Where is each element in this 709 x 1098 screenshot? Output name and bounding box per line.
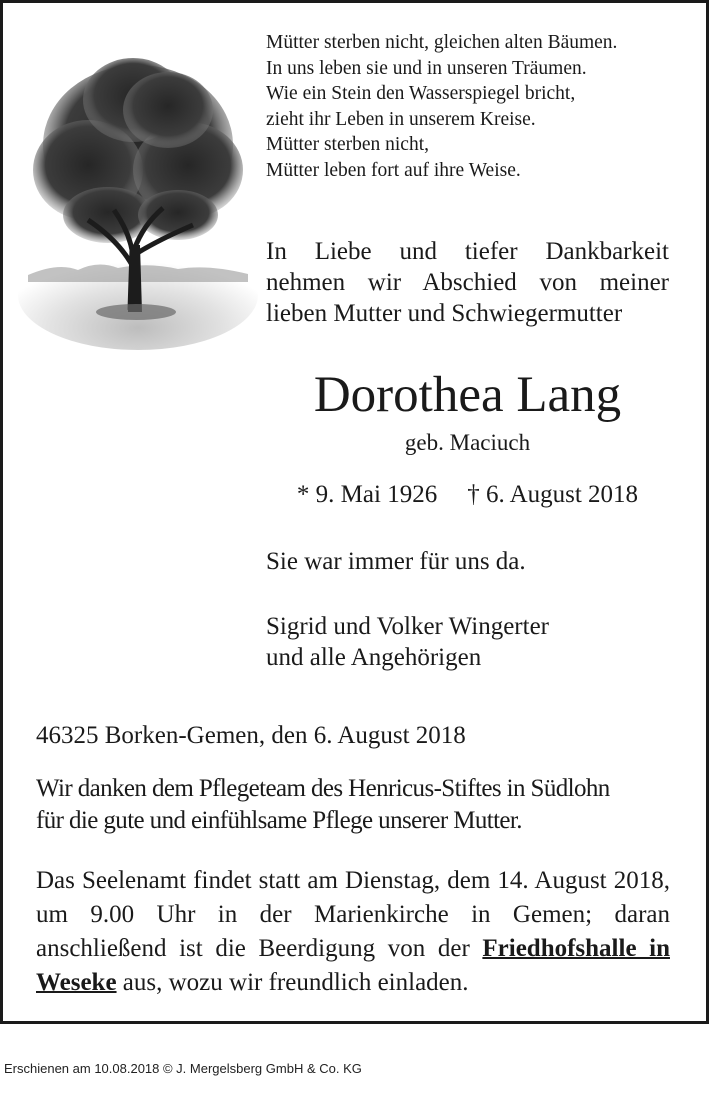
birth-date: * 9. Mai 1926 [296, 481, 438, 508]
poem-line: Wie ein Stein den Wasserspiegel bricht, [266, 83, 576, 104]
place-date: 46325 Borken-Gemen, den 6. August 2018 [36, 722, 466, 749]
life-dates [266, 479, 669, 511]
poem-line: In uns leben sie und in unseren Träumen. [266, 57, 587, 79]
service-info [36, 864, 670, 1000]
poem-line: Mütter leben fort auf ihre Weise. [266, 159, 521, 181]
tribute-text: Sie war immer für uns da. [266, 548, 526, 575]
signer-line: und alle Angehörigen [266, 644, 482, 671]
poem-line: Mütter sterben nicht, gleichen alten Bäumen. [266, 32, 618, 53]
poem-line: Mütter sterben nicht, [266, 134, 429, 155]
tree-image [18, 50, 258, 350]
service-location: Friedhofshalle in Weseke [36, 935, 670, 996]
poem [266, 30, 686, 183]
intro-line: lieben Mutter und Schwiegermutter [266, 300, 623, 327]
signers [266, 611, 669, 673]
intro-line: nehmen wir Abschied von meiner [266, 269, 669, 296]
service-text-end: aus, wozu wir freundlich einladen. [116, 969, 469, 996]
thanks-text [36, 773, 676, 837]
service-text: Das Seelenamt findet statt am Dienstag, dem 14. August 2018, um 9.00 Uhr in der Marienkirche in Gemen; daran anschließend ist die Beerdigung von der [36, 867, 670, 962]
publication-footer: Erschienen am 10.08.2018 © J. Mergelsberg GmbH & Co. KG [4, 1061, 362, 1076]
thanks-line: Wir danken dem Pflegeteam des Henricus-Stiftes in Südlohn [36, 775, 610, 802]
thanks-line: für die gute und einfühlsame Pflege unserer Mutter. [36, 807, 522, 834]
signer-line: Sigrid und Volker Wingerter [266, 613, 549, 640]
death-date: † 6. August 2018 [467, 481, 639, 508]
deceased-name: Dorothea Lang [313, 367, 622, 423]
poem-line: zieht ihr Leben in unserem Kreise. [266, 108, 536, 130]
intro-line: In Liebe und tiefer Dankbarkeit [266, 238, 669, 265]
intro-text [266, 236, 669, 329]
maiden-name: geb. Maciuch [404, 430, 531, 455]
